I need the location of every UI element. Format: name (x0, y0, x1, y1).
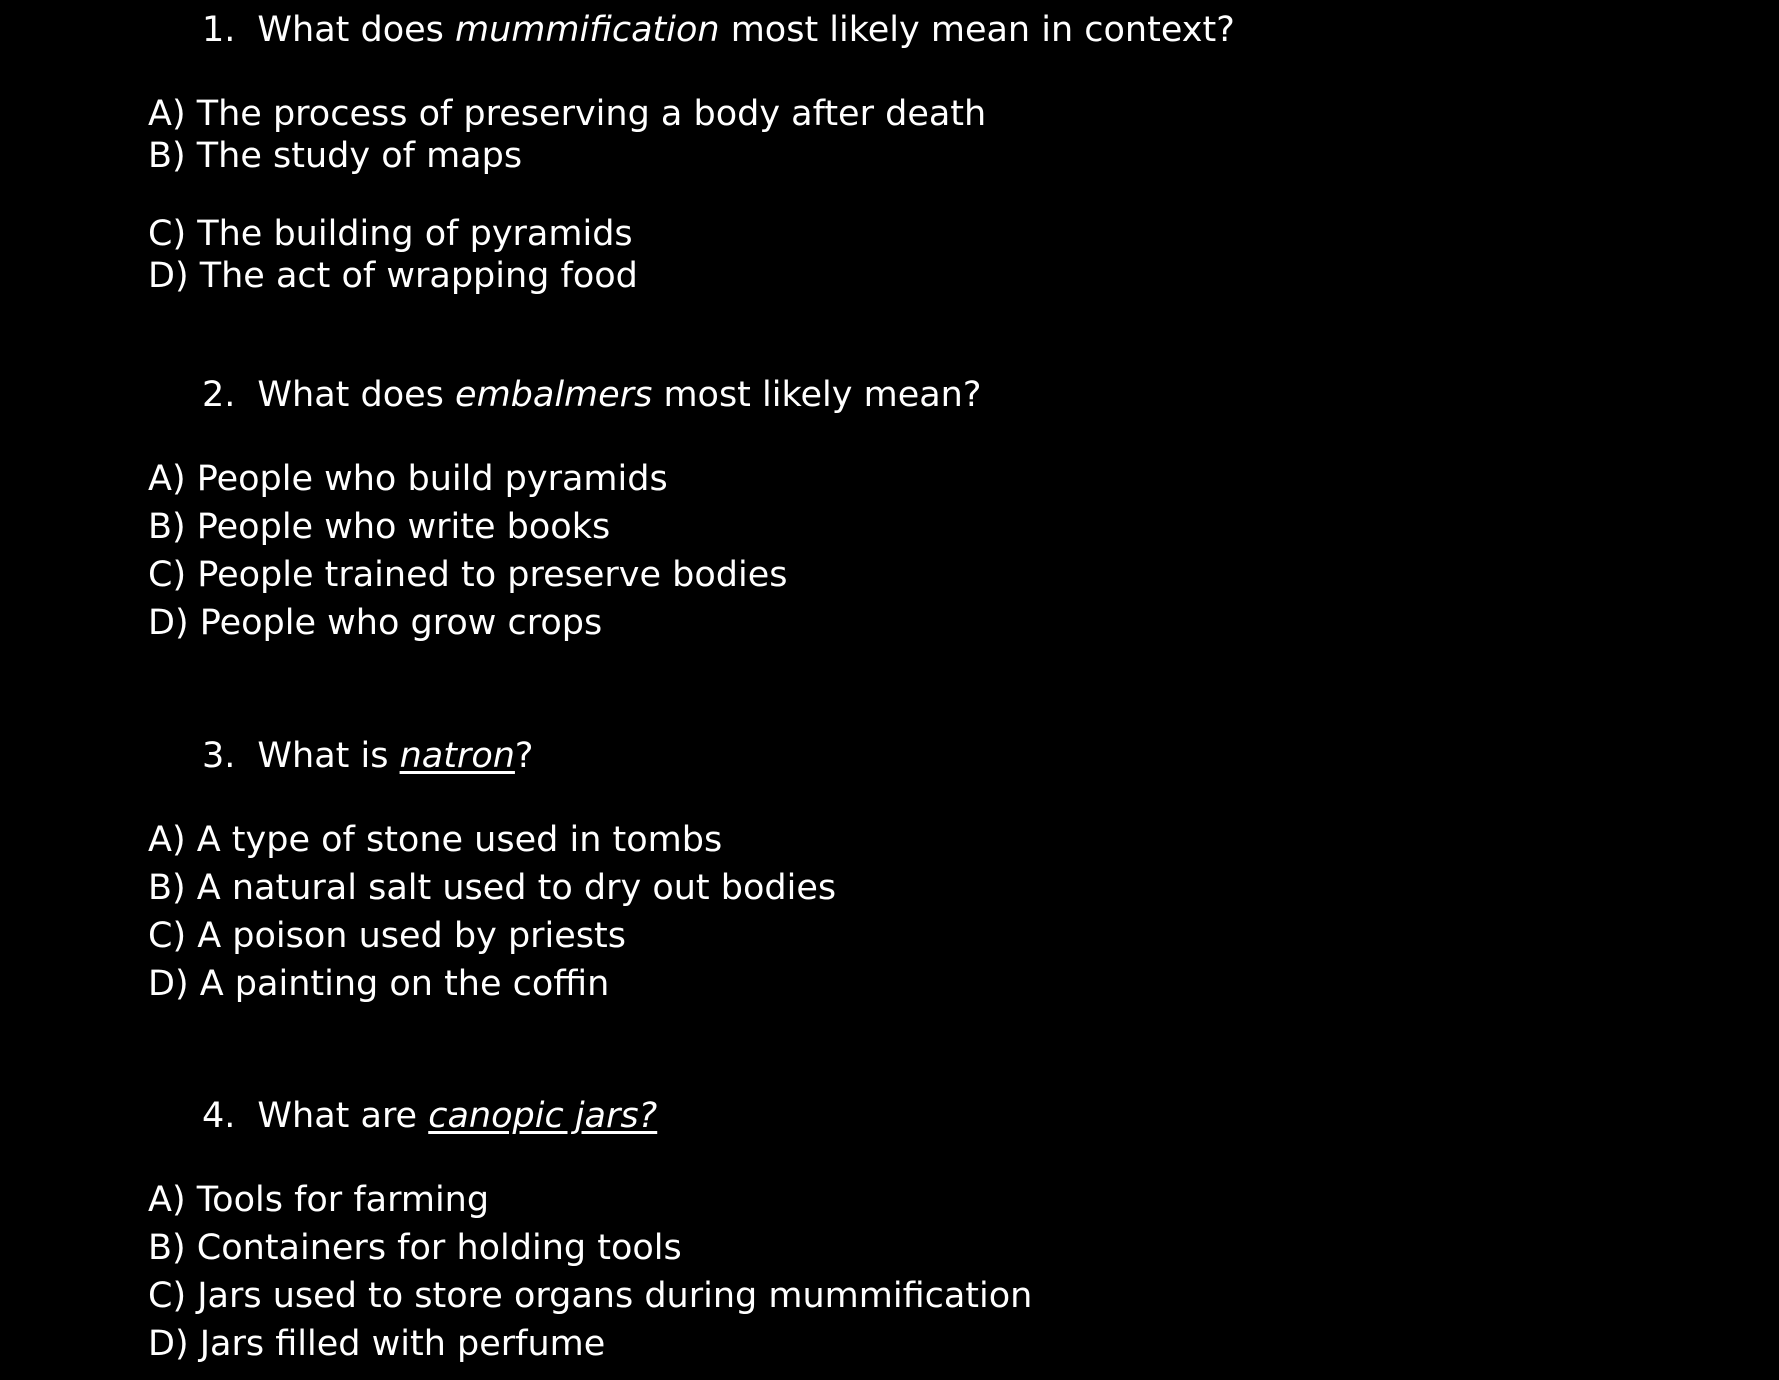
question-2-option-c[interactable]: C) People trained to preserve bodies (148, 555, 788, 595)
question-term: canopic jars? (428, 1096, 658, 1136)
question-text-before: What is (257, 736, 400, 776)
question-2-option-b[interactable]: B) People who write books (148, 507, 611, 547)
question-1-option-b[interactable]: B) The study of maps (148, 136, 523, 176)
question-number: 1. (202, 10, 236, 50)
question-text-after: most likely mean? (652, 375, 982, 415)
question-2-option-d[interactable]: D) People who grow crops (148, 603, 603, 643)
question-number: 2. (202, 375, 236, 415)
question-4-option-c[interactable]: C) Jars used to store organs during mummification (148, 1276, 1033, 1316)
question-3-option-b[interactable]: B) A natural salt used to dry out bodies (148, 868, 837, 908)
question-1-option-a[interactable]: A) The process of preserving a body after death (148, 94, 987, 134)
question-1 (202, 8, 1235, 52)
question-text-after: most likely mean in context? (719, 10, 1235, 50)
question-text-before: What are (257, 1096, 429, 1136)
question-text-before: What does (257, 375, 456, 415)
question-text-before: What does (257, 10, 456, 50)
question-3 (202, 734, 534, 778)
question-1-option-d[interactable]: D) The act of wrapping food (148, 256, 638, 296)
question-text-after: ? (514, 736, 534, 776)
question-4 (202, 1094, 657, 1138)
question-number: 4. (202, 1096, 236, 1136)
question-1-option-c[interactable]: C) The building of pyramids (148, 214, 633, 254)
question-term: mummification (455, 10, 720, 50)
question-number: 3. (202, 736, 236, 776)
question-term: natron (399, 736, 515, 776)
question-2-option-a[interactable]: A) People who build pyramids (148, 459, 668, 499)
question-4-option-a[interactable]: A) Tools for farming (148, 1180, 490, 1220)
question-2 (202, 373, 981, 417)
question-4-option-b[interactable]: B) Containers for holding tools (148, 1228, 682, 1268)
question-3-option-d[interactable]: D) A painting on the coffin (148, 964, 610, 1004)
question-term: embalmers (455, 375, 653, 415)
question-4-option-d[interactable]: D) Jars filled with perfume (148, 1324, 606, 1364)
question-3-option-a[interactable]: A) A type of stone used in tombs (148, 820, 723, 860)
question-3-option-c[interactable]: C) A poison used by priests (148, 916, 627, 956)
